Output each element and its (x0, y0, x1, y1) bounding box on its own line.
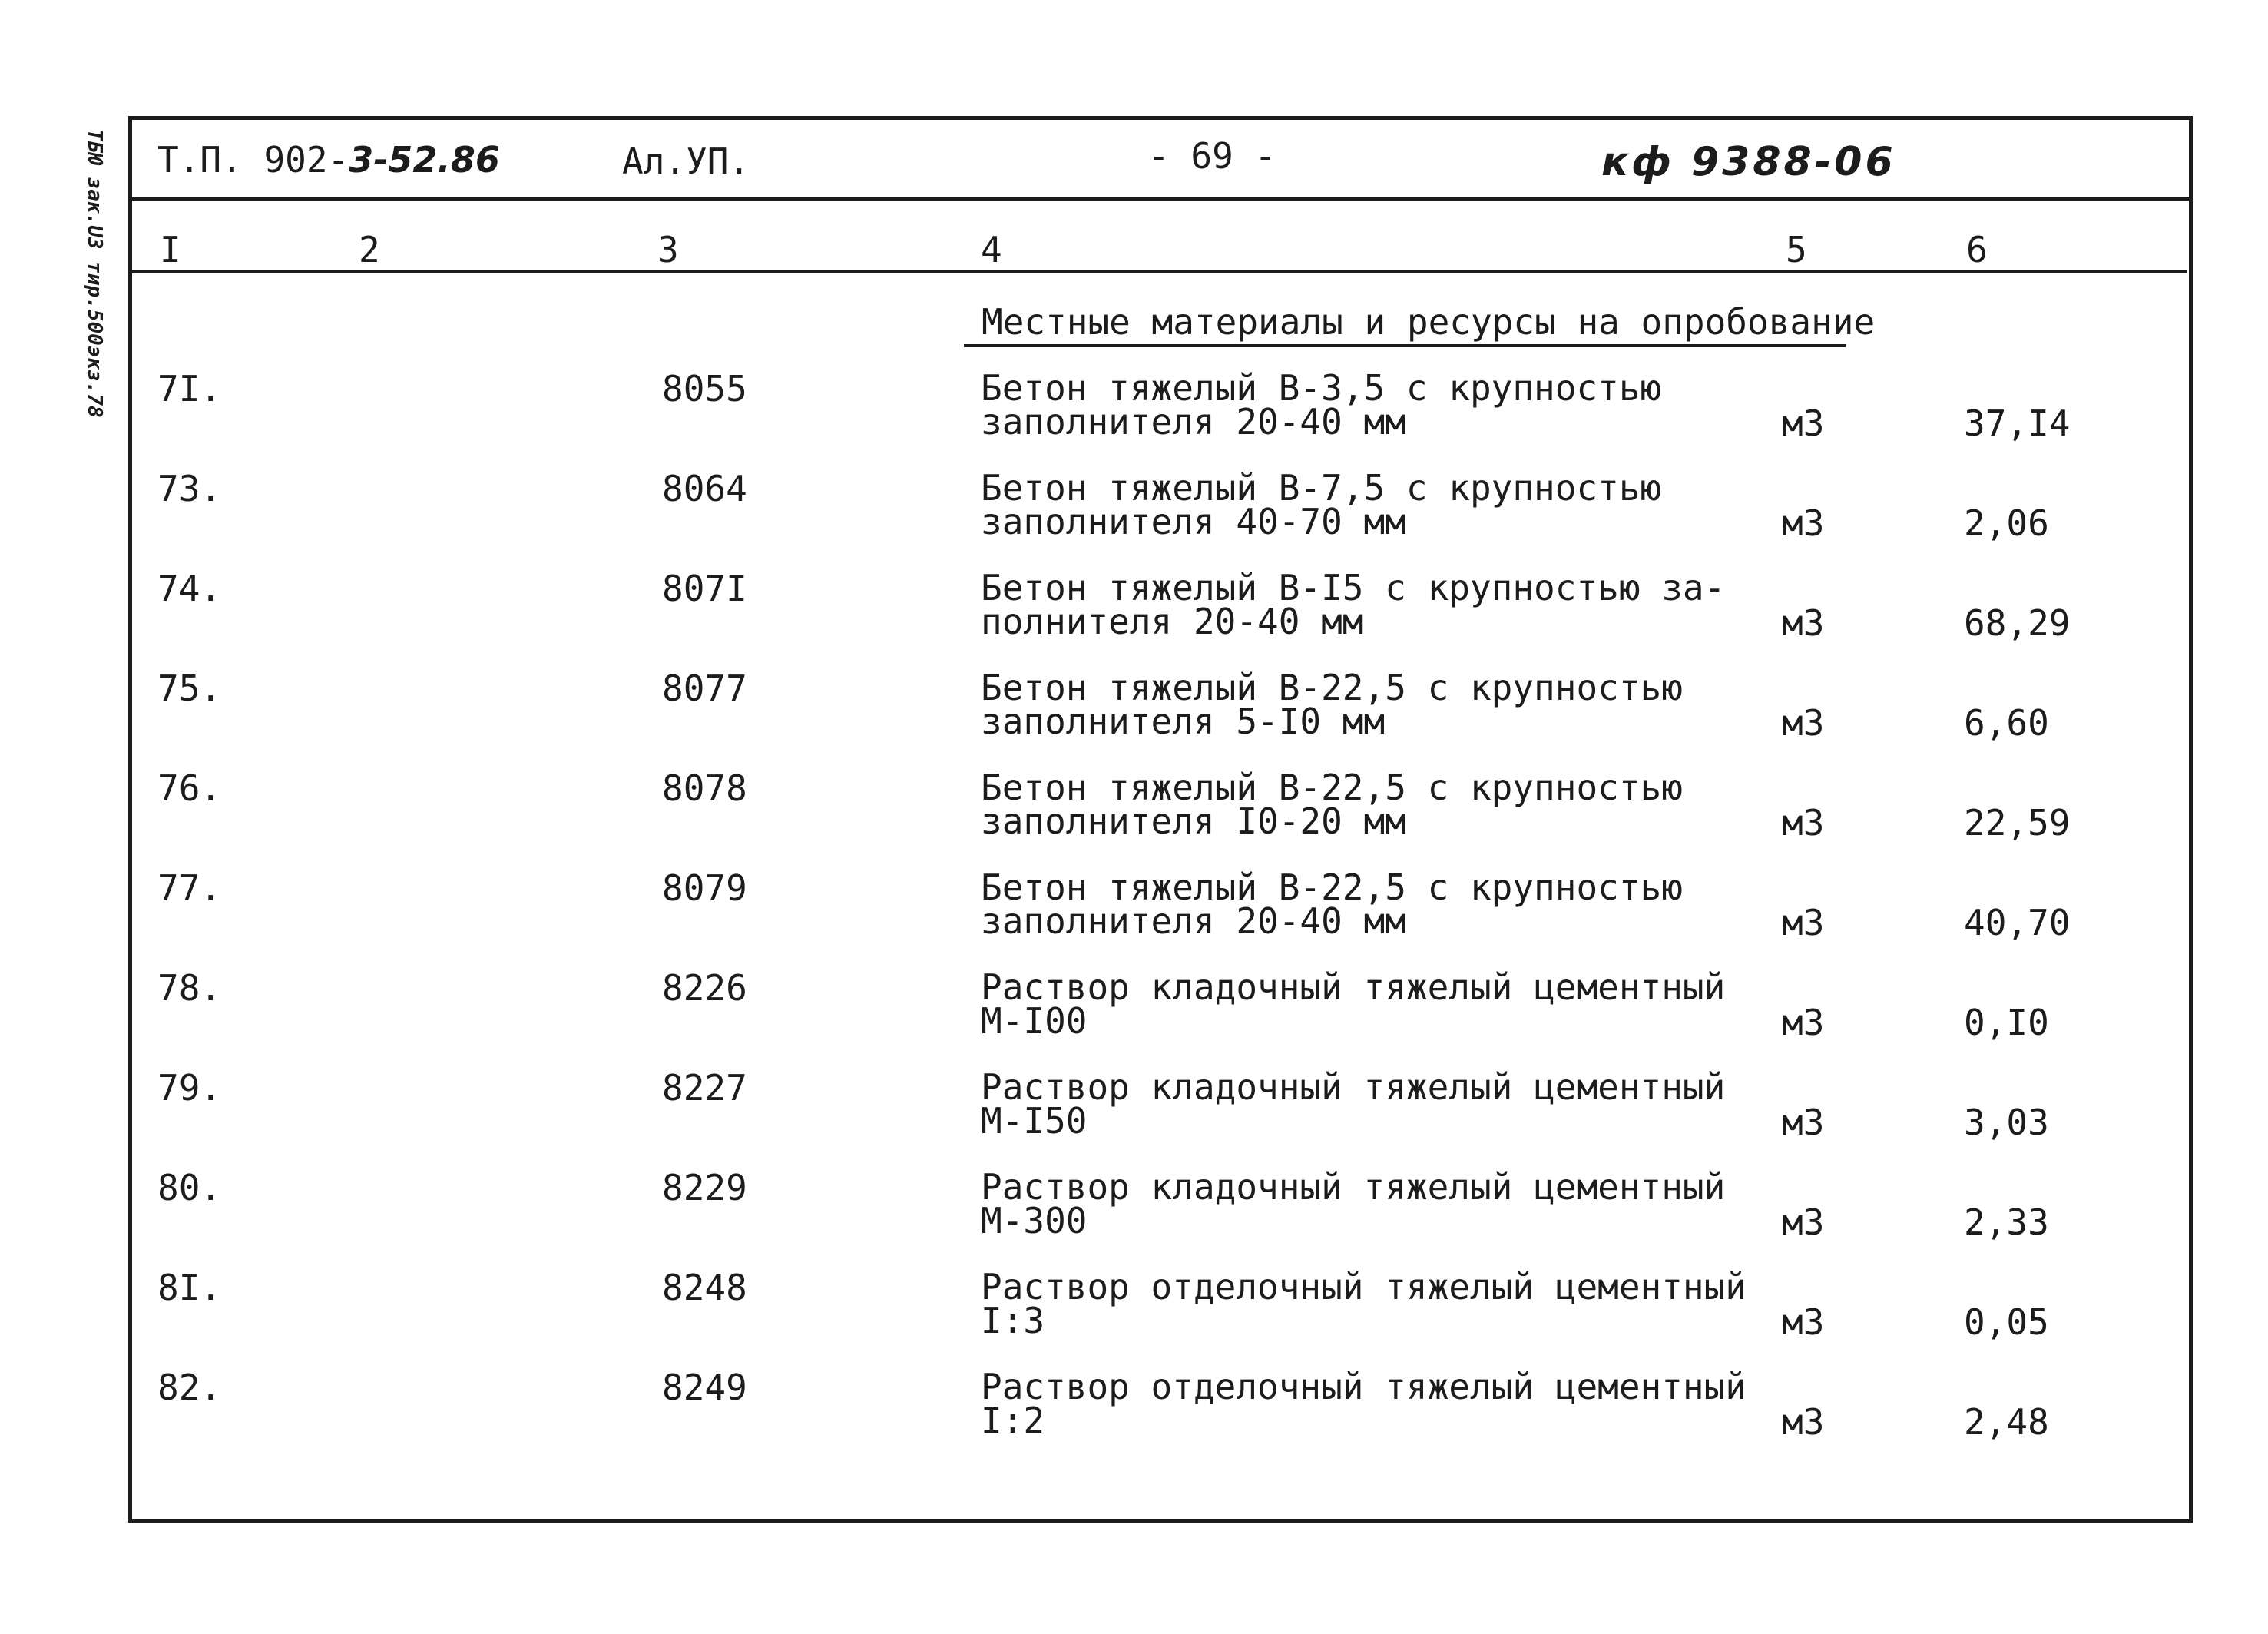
row-description-line2: М-I50 (981, 1100, 1088, 1142)
row-number: 80. (157, 1167, 222, 1208)
row-description-line2: заполнителя 40-70 мм (981, 501, 1406, 542)
row-code: 8055 (662, 368, 747, 409)
row-description (981, 1366, 1747, 1441)
row-code: 8229 (662, 1167, 747, 1208)
row-description-line2: заполнителя 20-40 мм (981, 900, 1406, 942)
row-description-line2: М-I00 (981, 1000, 1088, 1042)
row-description-line2: заполнителя 5-I0 мм (981, 701, 1386, 742)
row-description-line1: Раствор кладочный тяжелый цементный (981, 1066, 1726, 1108)
row-description-line1: Бетон тяжелый В-22,5 с крупностью (981, 867, 1683, 908)
row-description (981, 667, 1683, 742)
document-code: кф 9388-06 (1601, 139, 1896, 185)
row-unit: м3 (1782, 1201, 1825, 1243)
row-code: 8227 (662, 1067, 747, 1109)
row-code: 8226 (662, 967, 747, 1009)
row-description-line1: Раствор отделочный тяжелый цементный (981, 1266, 1747, 1308)
section-title: Местные материалы и ресурсы на опробование (982, 301, 1876, 343)
header-divider (128, 197, 2193, 201)
row-unit: м3 (1782, 1002, 1825, 1043)
row-number: 78. (157, 967, 222, 1009)
row-description-line2: I:2 (981, 1400, 1045, 1441)
row-description (981, 1166, 1726, 1241)
row-description-line1: Бетон тяжелый В-22,5 с крупностью (981, 767, 1683, 808)
column-header-divider (131, 270, 2187, 273)
row-description-line1: Бетон тяжелый В-3,5 с крупностью (981, 367, 1662, 409)
row-description (981, 767, 1683, 842)
row-description (981, 867, 1683, 942)
row-code: 8079 (662, 867, 747, 909)
column-number-1: I (160, 229, 181, 270)
row-quantity: 3,03 (1964, 1102, 2049, 1143)
row-quantity: 0,05 (1964, 1301, 2049, 1343)
column-number-2: 2 (359, 229, 380, 270)
row-number: 75. (157, 668, 222, 709)
tp-number: 3-52.86 (349, 139, 500, 181)
tp-label (157, 139, 500, 181)
row-number: 76. (157, 767, 222, 809)
row-description-line1: Раствор кладочный тяжелый цементный (981, 1166, 1726, 1208)
row-unit: м3 (1782, 1301, 1825, 1343)
row-quantity: 22,59 (1964, 802, 2071, 844)
album-label: Ал.УП. (622, 141, 750, 182)
row-quantity: 2,48 (1964, 1401, 2049, 1443)
row-code: 8078 (662, 767, 747, 809)
row-quantity: 6,60 (1964, 702, 2049, 744)
row-quantity: 2,33 (1964, 1201, 2049, 1243)
row-unit: м3 (1782, 802, 1825, 844)
tp-prefix: Т.П. 902- (157, 139, 349, 181)
row-unit: м3 (1782, 602, 1825, 644)
section-title-underline (964, 344, 1846, 347)
row-description (981, 367, 1662, 442)
row-number: 7I. (157, 368, 222, 409)
row-description-line1: Раствор отделочный тяжелый цементный (981, 1366, 1747, 1407)
row-description (981, 1266, 1747, 1341)
row-number: 79. (157, 1067, 222, 1109)
row-description-line2: М-300 (981, 1200, 1088, 1241)
row-code: 8077 (662, 668, 747, 709)
side-note-text: ТБЮ зак.U3 тир.500экз.78 (83, 129, 106, 418)
row-code: 8064 (662, 468, 747, 509)
row-quantity: 68,29 (1964, 602, 2071, 644)
page-number: - 69 - (1148, 135, 1276, 177)
row-description-line2: заполнителя 20-40 мм (981, 401, 1406, 442)
row-number: 73. (157, 468, 222, 509)
column-number-5: 5 (1786, 229, 1807, 270)
row-quantity: 0,I0 (1964, 1002, 2049, 1043)
row-unit: м3 (1782, 902, 1825, 943)
row-unit: м3 (1782, 1401, 1825, 1443)
row-description-line1: Бетон тяжелый В-22,5 с крупностью (981, 667, 1683, 708)
column-number-4: 4 (981, 229, 1002, 270)
row-quantity: 2,06 (1964, 502, 2049, 544)
row-description (981, 467, 1662, 542)
row-number: 77. (157, 867, 222, 909)
row-description-line2: полнителя 20-40 мм (981, 601, 1364, 642)
row-number: 74. (157, 568, 222, 609)
row-unit: м3 (1782, 502, 1825, 544)
row-quantity: 37,I4 (1964, 403, 2071, 444)
row-description-line1: Раствор кладочный тяжелый цементный (981, 966, 1726, 1008)
row-description-line2: заполнителя I0-20 мм (981, 800, 1406, 842)
row-description-line1: Бетон тяжелый В-I5 с крупностью за- (981, 567, 1726, 608)
row-code: 8248 (662, 1267, 747, 1308)
column-number-3: 3 (657, 229, 679, 270)
side-margin-note (75, 129, 121, 513)
row-unit: м3 (1782, 403, 1825, 444)
row-quantity: 40,70 (1964, 902, 2071, 943)
row-unit: м3 (1782, 702, 1825, 744)
row-unit: м3 (1782, 1102, 1825, 1143)
row-number: 8I. (157, 1267, 222, 1308)
row-description (981, 567, 1726, 642)
row-description-line1: Бетон тяжелый В-7,5 с крупностью (981, 467, 1662, 509)
row-description (981, 966, 1726, 1042)
row-code: 807I (662, 568, 747, 609)
row-description-line2: I:3 (981, 1300, 1045, 1341)
row-code: 8249 (662, 1367, 747, 1408)
row-description (981, 1066, 1726, 1142)
row-number: 82. (157, 1367, 222, 1408)
column-number-6: 6 (1966, 229, 1988, 270)
